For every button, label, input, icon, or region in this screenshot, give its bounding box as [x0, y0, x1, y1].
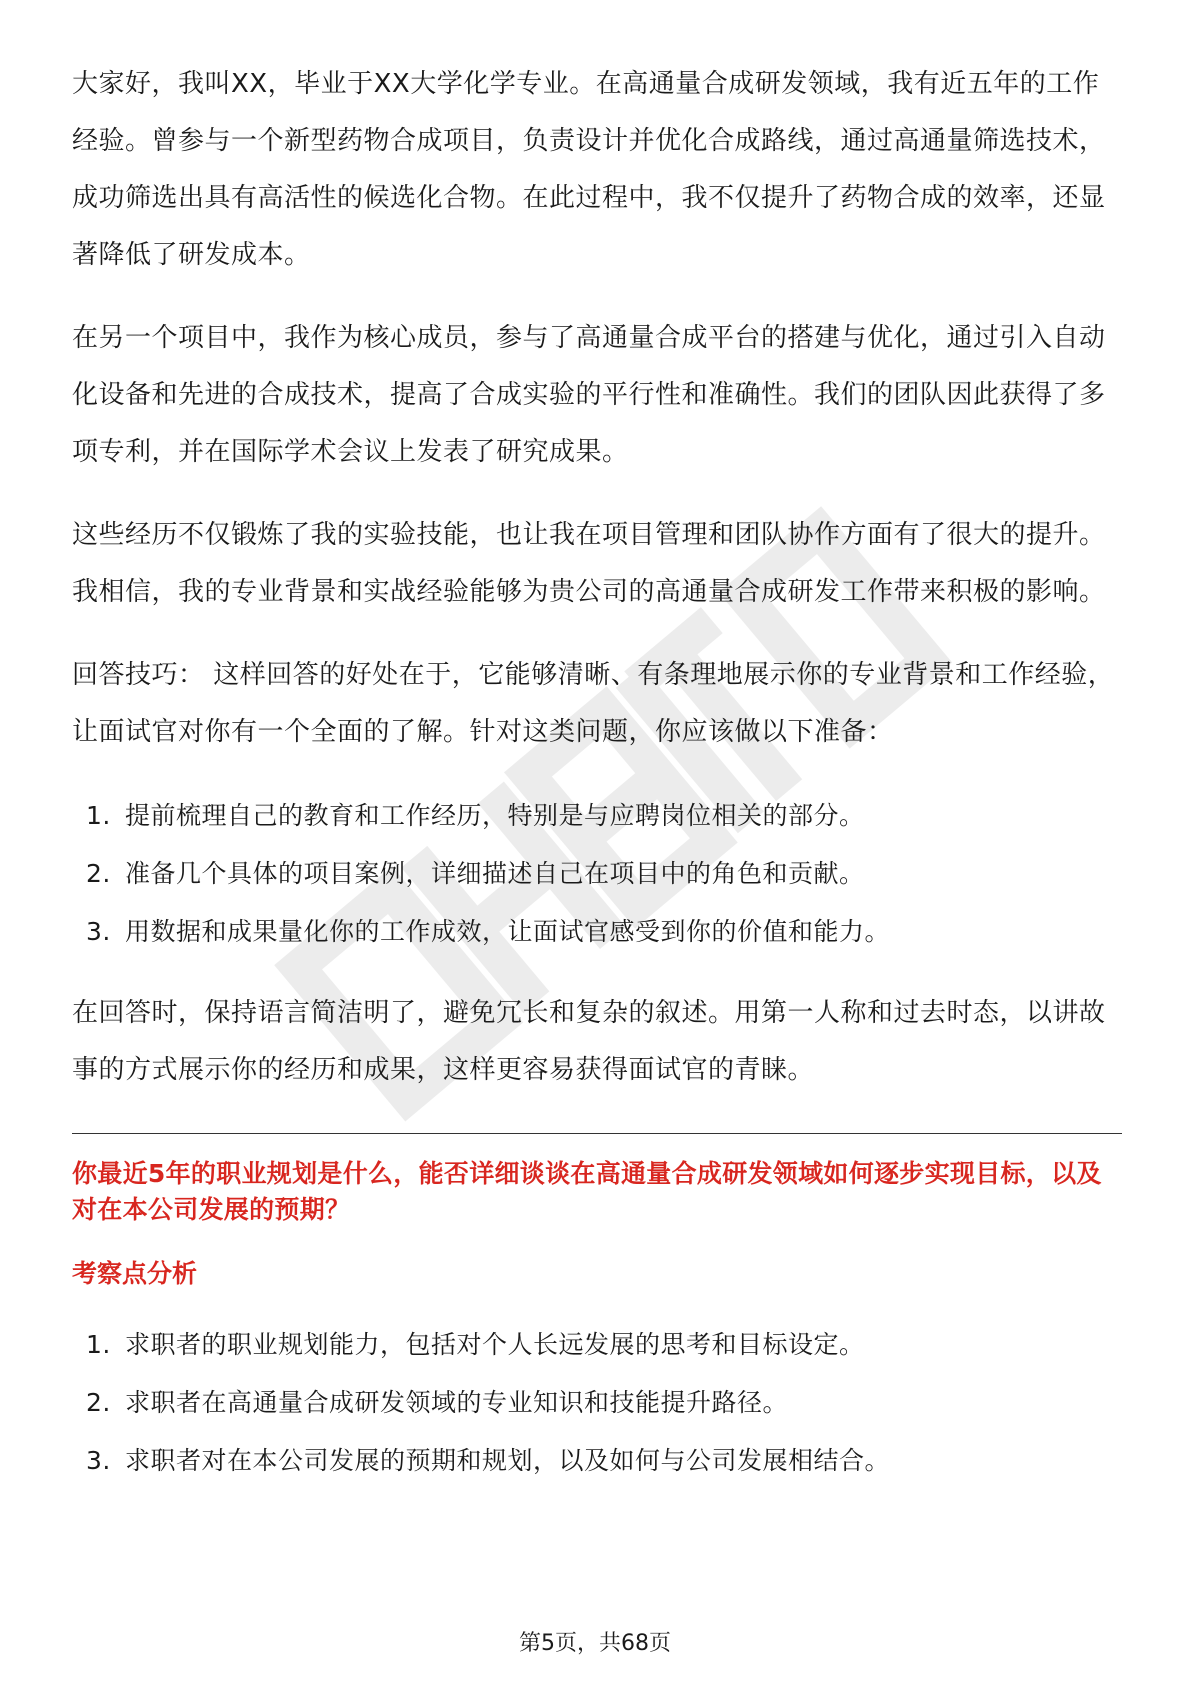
list-item [72, 845, 1122, 903]
analysis-title: 考察点分析 [72, 1259, 198, 1288]
list-number: 3. [86, 917, 111, 946]
answer-tips-paragraph: 回答技巧： 这样回答的好处在于，它能够清晰、有条理地展示你的专业背景和工作经验，让面试官对你有一个全面的了解。针对这类问题，你应该做以下准备： [72, 660, 1115, 747]
answer-paragraph-3: 这些经历不仅锻炼了我的实验技能，也让我在项目管理和团队协作方面有了很大的提升。我相信，我的专业背景和实战经验能够为贵公司的高通量合成研发工作带来积极的影响。 [72, 520, 1106, 607]
list-item [72, 1432, 1122, 1490]
list-item-text: 求职者的职业规划能力，包括对个人长远发展的思考和目标设定。 [125, 1330, 865, 1359]
interview-question: 你最近5年的职业规划是什么，能否详细谈谈在高通量合成研发领域如何逐步实现目标，以及对在本公司发展的预期？ [72, 1159, 1102, 1224]
analysis-list [72, 1316, 1122, 1490]
list-item [72, 1374, 1122, 1432]
list-item [72, 1316, 1122, 1374]
list-item-text: 用数据和成果量化你的工作成效，让面试官感受到你的价值和能力。 [125, 917, 891, 946]
list-item-text: 准备几个具体的项目案例，详细描述自己在项目中的角色和贡献。 [125, 859, 865, 888]
list-item [72, 787, 1122, 845]
list-item [72, 903, 1122, 961]
list-number: 1. [86, 801, 111, 830]
list-number: 3. [86, 1446, 111, 1475]
list-item-text: 提前梳理自己的教育和工作经历，特别是与应聘岗位相关的部分。 [125, 801, 865, 830]
list-item-text: 求职者在高通量合成研发领域的专业知识和技能提升路径。 [125, 1388, 789, 1417]
document-page [72, 56, 1122, 1514]
closing-paragraph: 在回答时，保持语言简洁明了，避免冗长和复杂的叙述。用第一人称和过去时态，以讲故事的方式展示你的经历和成果，这样更容易获得面试官的青睐。 [72, 998, 1106, 1085]
page-footer: 第5页，共68页 [519, 1631, 671, 1656]
list-item-text: 求职者对在本公司发展的预期和规划，以及如何与公司发展相结合。 [125, 1446, 891, 1475]
section-divider [72, 1133, 1122, 1134]
list-number: 1. [86, 1330, 111, 1359]
answer-paragraph-2: 在另一个项目中，我作为核心成员，参与了高通量合成平台的搭建与优化，通过引入自动化设备和先进的合成技术，提高了合成实验的平行性和准确性。我们的团队因此获得了多项专利，并在国际学术会议上发表了研究成果。 [72, 323, 1106, 467]
tips-list [72, 787, 1122, 961]
list-number: 2. [86, 859, 111, 888]
answer-paragraph-1: 大家好，我叫XX，毕业于XX大学化学专业。在高通量合成研发领域，我有近五年的工作经验。曾参与一个新型药物合成项目，负责设计并优化合成路线，通过高通量筛选技术，成功筛选出具有高活性的候选化合物。在此过程中，我不仅提升了药物合成的效率，还显著降低了研发成本。 [72, 69, 1106, 270]
list-number: 2. [86, 1388, 111, 1417]
